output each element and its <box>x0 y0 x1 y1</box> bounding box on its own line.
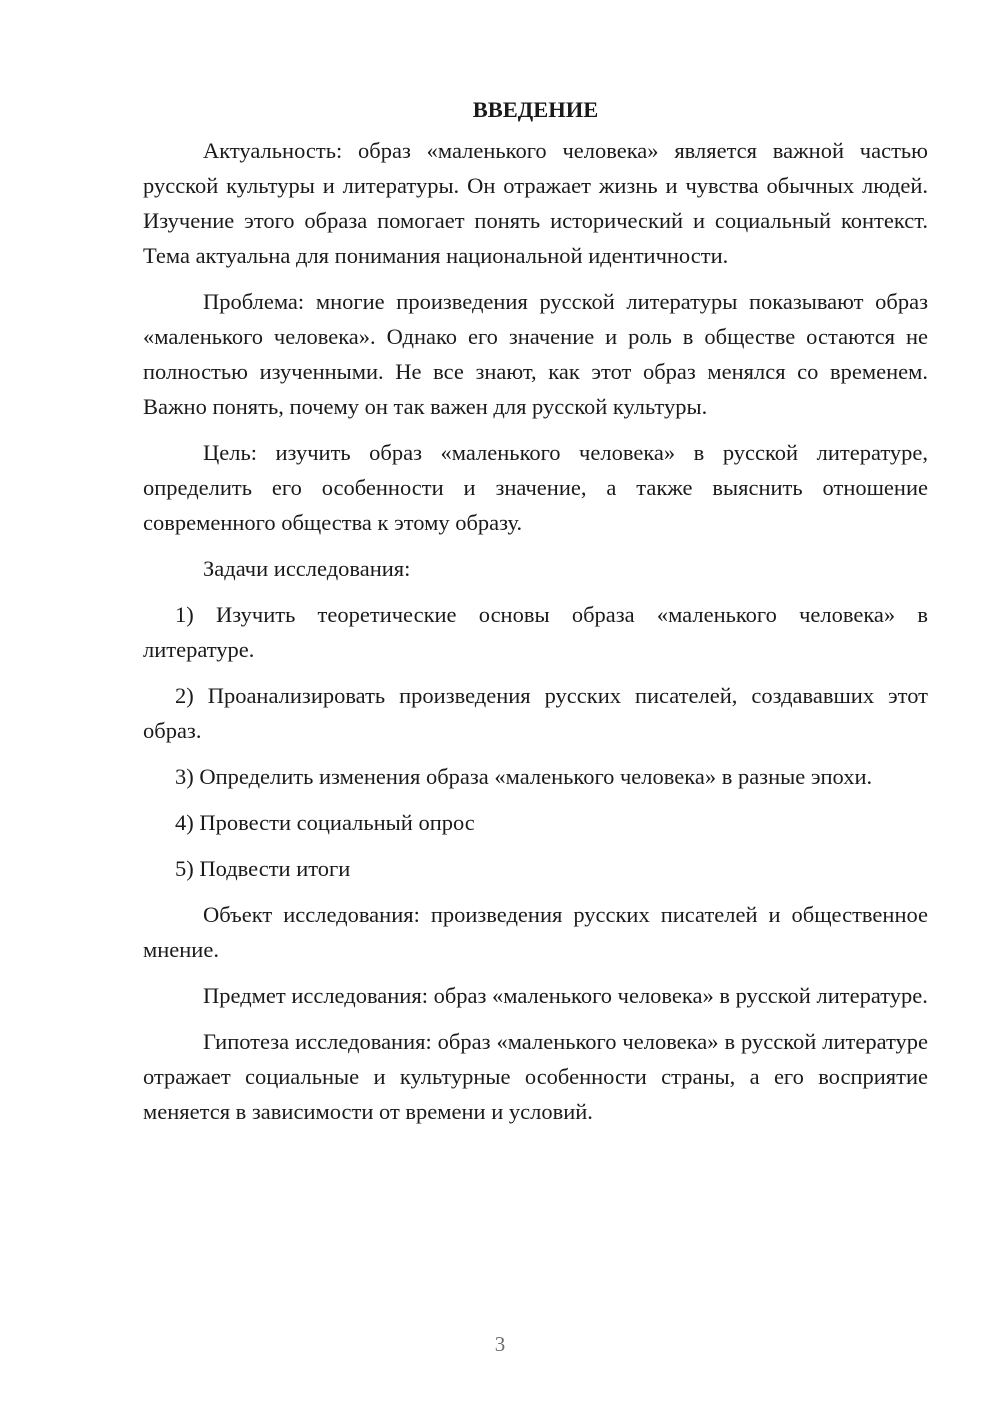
page-title: ВВЕДЕНИЕ <box>472 97 599 122</box>
task-item-5: 5) Подвести итоги <box>175 856 351 881</box>
task-item-4: 4) Провести социальный опрос <box>175 810 475 835</box>
paragraph-goal: Цель: изучить образ «маленького человека» в русской литературе, определить его особенности и значение, а также выяснить отношение современного общества к этому образу. <box>143 440 928 535</box>
task-item-2: 2) Проанализировать произведения русских писателей, создававших этот образ. <box>143 683 928 743</box>
page-number: 3 <box>494 1332 506 1356</box>
paragraph-problem: Проблема: многие произведения русской литературы показывают образ «маленького человека». Однако его значение и роль в обществе остаются не полностью изученными. Не все знают, как этот образ менялся со временем. Важно понять, почему он так важен для русской культуры. <box>143 289 928 419</box>
page-content <box>143 92 928 1129</box>
task-item-3: 3) Определить изменения образа «маленького человека» в разные эпохи. <box>175 764 873 789</box>
paragraph-tasks-heading: Задачи исследования: <box>203 556 411 581</box>
paragraph-subject: Предмет исследования: образ «маленького человека» в русской литературе. <box>203 983 928 1008</box>
paragraph-object: Объект исследования: произведения русских писателей и общественное мнение. <box>143 902 928 962</box>
task-item-1: 1) Изучить теоретические основы образа «маленького человека» в литературе. <box>143 602 928 662</box>
paragraph-relevance: Актуальность: образ «маленького человека» является важной частью русской культуры и литературы. Он отражает жизнь и чувства обычных людей. Изучение этого образа помогает понять исторический и социальный контекст. Тема актуальна для понимания национальной идентичности. <box>143 138 928 268</box>
paragraph-hypothesis: Гипотеза исследования: образ «маленького человека» в русской литературе отражает социальные и культурные особенности страны, а его восприятие меняется в зависимости от времени и условий. <box>143 1029 928 1124</box>
